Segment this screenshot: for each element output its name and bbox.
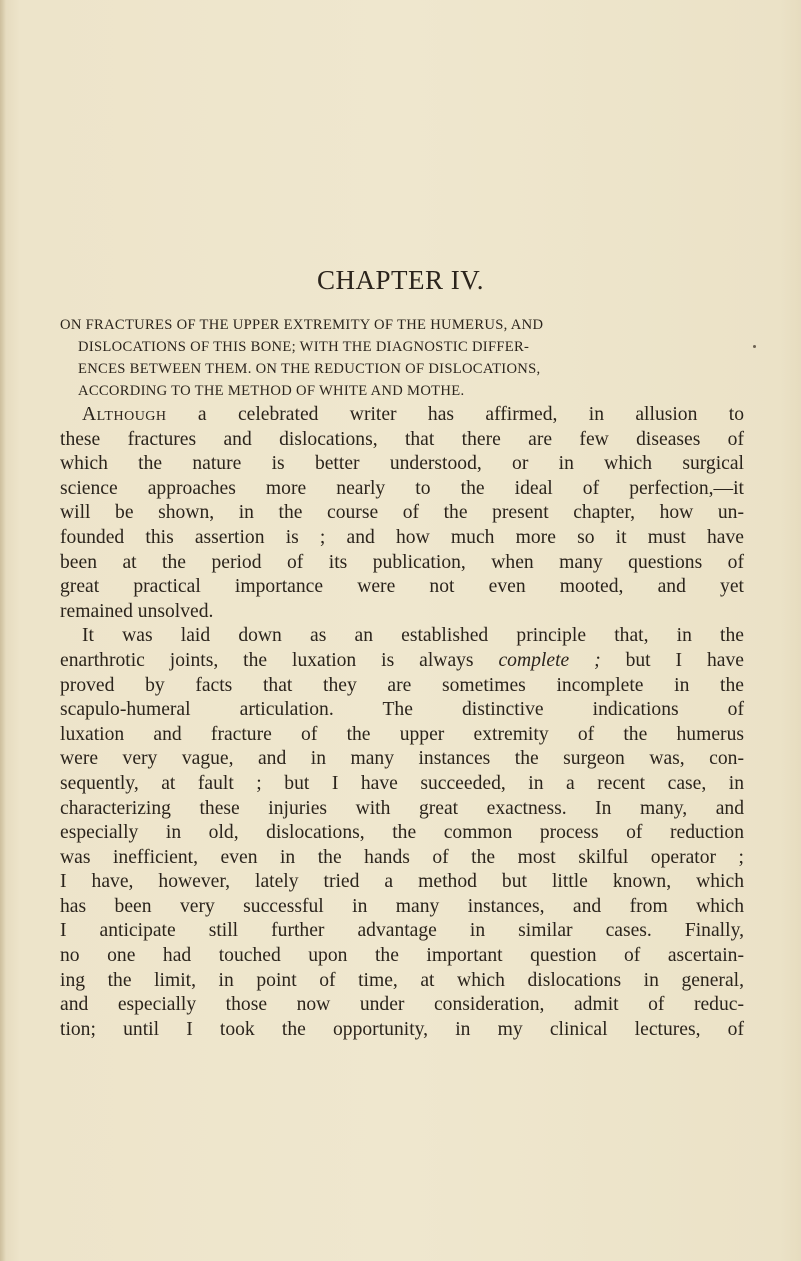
paragraph-line: no one had touched upon the important question of ascertain- bbox=[60, 945, 744, 967]
paragraph-line: has been very successful in many instances, and from which bbox=[60, 895, 744, 917]
paragraph-line: sequently, at fault ; but I have succeeded, in a recent case, in bbox=[60, 772, 744, 794]
paragraph-line: scapulo-humeral articulation. The distinctive indications of bbox=[60, 699, 744, 721]
paragraph-line: characterizing these injuries with great exactness. In many, and bbox=[60, 797, 744, 819]
line-text: but I have bbox=[600, 649, 744, 671]
paragraph-line: I anticipate still further advantage in similar cases. Finally, bbox=[60, 920, 744, 942]
paragraph-line bbox=[60, 649, 744, 674]
subtitle-line: DISLOCATIONS OF THIS BONE; WITH THE DIAGNOSTIC DIFFER- bbox=[78, 339, 530, 355]
paragraph-line: It was laid down as an established principle that, in the bbox=[82, 625, 744, 647]
paragraph-line: will be shown, in the course of the present chapter, how un- bbox=[60, 502, 744, 524]
subtitle-line: ENCES BETWEEN THEM. ON THE REDUCTION OF DISLOCATIONS, bbox=[78, 361, 541, 377]
paragraph-line: was inefficient, even in the hands of the most skilful operator ; bbox=[60, 846, 744, 868]
paragraph-line: these fractures and dislocations, that there are few diseases of bbox=[60, 428, 744, 450]
paragraph-line: ing the limit, in point of time, at which dislocations in general, bbox=[60, 969, 744, 991]
paragraph-line: tion; until I took the opportunity, in my clinical lectures, of bbox=[60, 1018, 744, 1040]
paragraph-line: were very vague, and in many instances the surgeon was, con- bbox=[60, 748, 744, 770]
paragraph-line: I have, however, lately tried a method but little known, which bbox=[60, 871, 744, 893]
subtitle-line: ON FRACTURES OF THE UPPER EXTREMITY OF THE HUMERUS, AND bbox=[60, 317, 544, 333]
paragraph-line bbox=[60, 403, 744, 428]
chapter-subtitle bbox=[60, 314, 710, 402]
paragraph-line: and especially those now under consideration, admit of reduc- bbox=[60, 994, 744, 1016]
paragraph-line: especially in old, dislocations, the common process of reduction bbox=[60, 822, 744, 844]
chapter-title: CHAPTER IV. bbox=[316, 265, 485, 295]
stray-ink-mark bbox=[753, 345, 756, 348]
paragraph-line: founded this assertion is ; and how much more so it must have bbox=[60, 526, 744, 548]
italic-emphasis: complete ; bbox=[498, 649, 601, 671]
chapter-body bbox=[60, 403, 744, 1042]
paragraph-line: remained unsolved. bbox=[60, 600, 214, 622]
subtitle-line: ACCORDING TO THE METHOD OF WHITE AND MOTHE. bbox=[78, 383, 465, 399]
paragraph-line: great practical importance were not even mooted, and yet bbox=[60, 576, 744, 598]
paragraph-line: which the nature is better understood, or in which surgical bbox=[60, 453, 744, 475]
paragraph-line: proved by facts that they are sometimes incomplete in the bbox=[60, 674, 744, 696]
paragraph-line: been at the period of its publication, when many questions of bbox=[60, 551, 744, 573]
opening-word-small-caps: Although bbox=[82, 404, 167, 425]
page-gutter-shadow bbox=[0, 0, 6, 1261]
line-text: enarthrotic joints, the luxation is always bbox=[60, 649, 499, 671]
line-text: a celebrated writer has affirmed, in allusion to bbox=[166, 404, 744, 425]
paragraph-line: luxation and fracture of the upper extremity of the humerus bbox=[60, 723, 744, 745]
paragraph-line: science approaches more nearly to the ideal of perfection,—it bbox=[60, 477, 744, 499]
